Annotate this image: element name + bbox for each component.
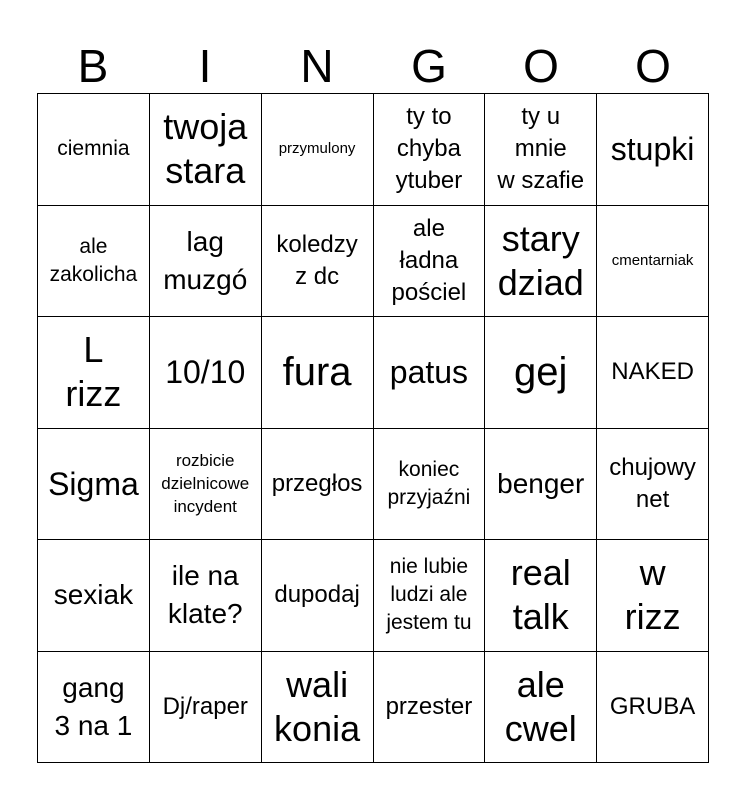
bingo-cell-text: stupki <box>610 131 695 168</box>
bingo-cell-r0-c2[interactable] <box>262 94 374 206</box>
bingo-cell-r5-c0[interactable] <box>38 652 150 764</box>
bingo-cell-text: w rizz <box>624 552 681 638</box>
bingo-cell-text: ty u mnie w szafie <box>497 103 585 195</box>
bingo-cell-r1-c0[interactable] <box>38 206 150 318</box>
bingo-cell-r5-c3[interactable] <box>374 652 486 764</box>
bingo-cell-text: real talk <box>510 552 571 638</box>
bingo-cell-text: przegłos <box>271 469 363 497</box>
bingo-cell-text: ale zakolicha <box>49 234 138 286</box>
bingo-cell-r3-c2[interactable] <box>262 429 374 541</box>
bingo-cell-text: cmentarniak <box>611 251 694 269</box>
bingo-cell-text: ty to chyba ytuber <box>395 103 463 195</box>
bingo-cell-text: Dj/raper <box>162 692 248 720</box>
bingo-cell-text: patus <box>389 354 469 391</box>
bingo-cell-r4-c3[interactable] <box>374 540 486 652</box>
bingo-cell-r4-c4[interactable] <box>485 540 597 652</box>
bingo-cell-text: wali konia <box>274 663 361 749</box>
header-letter-o-2: O <box>635 40 671 92</box>
bingo-cell-text: rozbicie dzielnicowe incydent <box>161 451 250 517</box>
bingo-board <box>37 93 709 763</box>
bingo-cell-text: chujowy net <box>609 453 696 513</box>
bingo-cell-r0-c5[interactable] <box>597 94 709 206</box>
bingo-cell-text: benger <box>497 467 585 499</box>
bingo-cell-r4-c5[interactable] <box>597 540 709 652</box>
bingo-cell-r3-c5[interactable] <box>597 429 709 541</box>
bingo-cell-r1-c1[interactable] <box>150 206 262 318</box>
bingo-cell-text: koniec przyjaźni <box>387 457 471 509</box>
bingo-cell-r2-c0[interactable] <box>38 317 150 429</box>
bingo-cell-r3-c4[interactable] <box>485 429 597 541</box>
bingo-cell-text: ile na klate? <box>167 560 243 630</box>
bingo-cell-text: nie lubie ludzi ale jestem tu <box>386 555 472 635</box>
bingo-cell-text: przester <box>385 692 473 720</box>
header-letter-b: B <box>77 40 109 92</box>
bingo-cell-r1-c5[interactable] <box>597 206 709 318</box>
header-letter-g: G <box>411 40 447 92</box>
bingo-cell-r4-c2[interactable] <box>262 540 374 652</box>
bingo-cell-r5-c1[interactable] <box>150 652 262 764</box>
bingo-cell-r5-c2[interactable] <box>262 652 374 764</box>
bingo-cell-r4-c0[interactable] <box>38 540 150 652</box>
bingo-cell-r0-c4[interactable] <box>485 94 597 206</box>
bingo-cell-text: sexiak <box>53 579 134 611</box>
bingo-cell-r1-c4[interactable] <box>485 206 597 318</box>
bingo-cell-r5-c4[interactable] <box>485 652 597 764</box>
bingo-cell-text: stary dziad <box>497 217 584 303</box>
bingo-cell-text: lag muzgó <box>163 225 248 295</box>
bingo-cell-r1-c2[interactable] <box>262 206 374 318</box>
bingo-header <box>37 38 709 94</box>
header-letter-n: N <box>300 40 334 92</box>
bingo-cell-text: fura <box>282 350 352 395</box>
bingo-cell-r1-c3[interactable] <box>374 206 486 318</box>
bingo-cell-text: ale cwel <box>504 663 577 749</box>
bingo-cell-text: gang 3 na 1 <box>54 671 133 741</box>
bingo-cell-r2-c2[interactable] <box>262 317 374 429</box>
bingo-cell-text: przymulony <box>278 140 356 158</box>
bingo-cell-r0-c3[interactable] <box>374 94 486 206</box>
bingo-cell-r3-c3[interactable] <box>374 429 486 541</box>
bingo-cell-r0-c1[interactable] <box>150 94 262 206</box>
bingo-cell-r3-c0[interactable] <box>38 429 150 541</box>
bingo-cell-text: ale ładna pościel <box>391 214 467 306</box>
bingo-cell-r0-c0[interactable] <box>38 94 150 206</box>
bingo-cell-text: 10/10 <box>165 354 246 391</box>
bingo-cell-r5-c5[interactable] <box>597 652 709 764</box>
bingo-cell-r2-c1[interactable] <box>150 317 262 429</box>
bingo-cell-r2-c3[interactable] <box>374 317 486 429</box>
bingo-cell-text: gej <box>514 350 568 395</box>
bingo-cell-r4-c1[interactable] <box>150 540 262 652</box>
bingo-cell-r2-c5[interactable] <box>597 317 709 429</box>
bingo-cell-text: twoja stara <box>163 106 248 192</box>
bingo-cell-r3-c1[interactable] <box>150 429 262 541</box>
header-letter-o: O <box>523 40 559 92</box>
bingo-cell-text: koledzy z dc <box>276 230 358 290</box>
header-letter-i: I <box>198 40 212 92</box>
bingo-cell-text: L rizz <box>65 329 122 415</box>
bingo-cell-text: dupodaj <box>274 581 360 609</box>
bingo-cell-text: NAKED <box>611 358 694 386</box>
bingo-cell-text: ciemnia <box>57 137 130 161</box>
bingo-cell-text: Sigma <box>48 465 139 502</box>
bingo-cell-r2-c4[interactable] <box>485 317 597 429</box>
bingo-cell-text: GRUBA <box>609 692 696 720</box>
